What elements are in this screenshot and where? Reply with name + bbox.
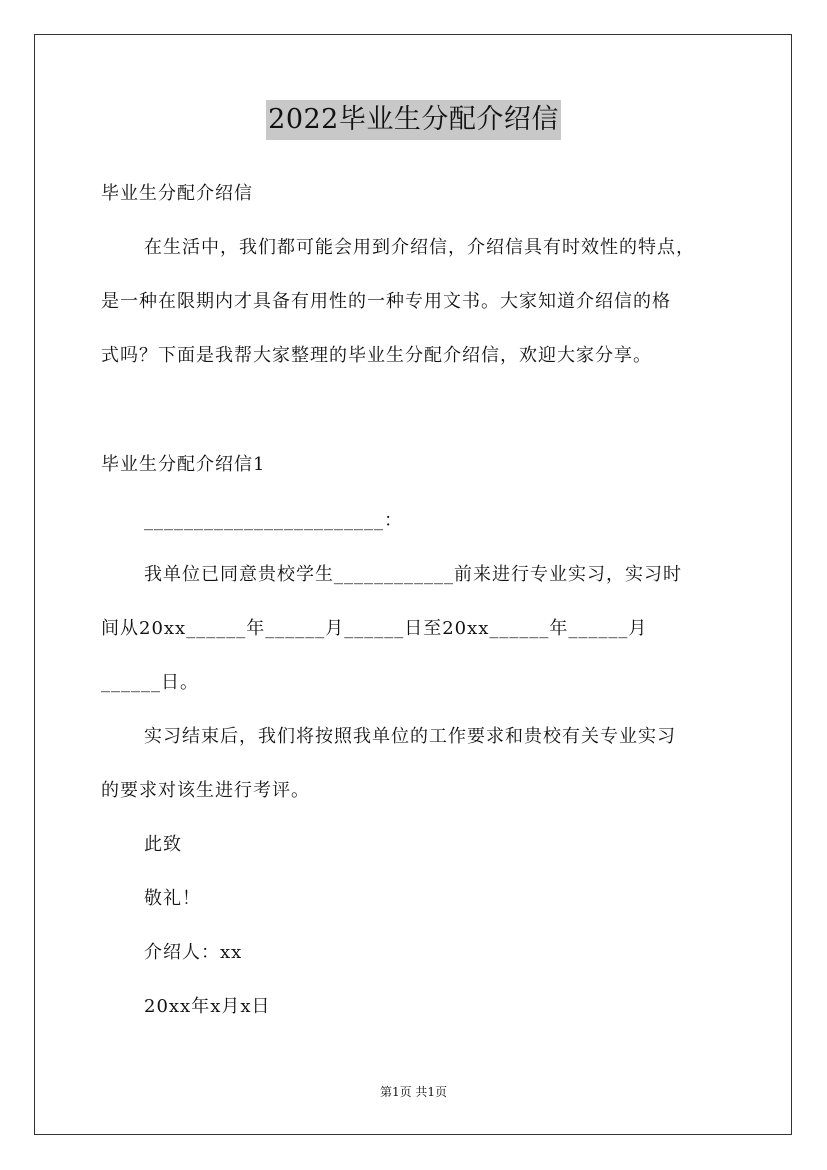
closing-2: 敬礼！ <box>144 888 201 909</box>
date: 20xx年x月x日 <box>144 996 271 1017</box>
salutation: ________________________： <box>144 510 403 531</box>
introducer: 介绍人：xx <box>144 942 243 963</box>
intro-line-1: 在生活中，我们都可能会用到介绍信，介绍信具有时效性的特点， <box>144 237 695 258</box>
subtitle: 毕业生分配介绍信 <box>101 183 253 204</box>
closing-1: 此致 <box>144 834 182 855</box>
body1-line-1: 我单位已同意贵校学生____________前来进行专业实习，实习时 <box>144 564 682 585</box>
body1-line-2: 间从20xx______年______月______日至20xx______年______月 <box>101 618 648 639</box>
body2-line-1: 实习结束后，我们将按照我单位的工作要求和贵校有关专业实习 <box>144 726 676 747</box>
body1-line-3: ______日。 <box>101 672 199 693</box>
document-title: 2022毕业生分配介绍信 <box>266 100 561 140</box>
body2-line-2: 的要求对该生进行考评。 <box>101 780 310 801</box>
page-footer: 第1页 共1页 <box>379 1085 448 1099</box>
intro-line-3: 式吗？下面是我帮大家整理的毕业生分配介绍信，欢迎大家分享。 <box>101 345 652 366</box>
title-container <box>0 100 827 140</box>
section-title: 毕业生分配介绍信1 <box>101 454 266 475</box>
intro-line-2: 是一种在限期内才具备有用性的一种专用文书。大家知道介绍信的格 <box>101 291 671 312</box>
